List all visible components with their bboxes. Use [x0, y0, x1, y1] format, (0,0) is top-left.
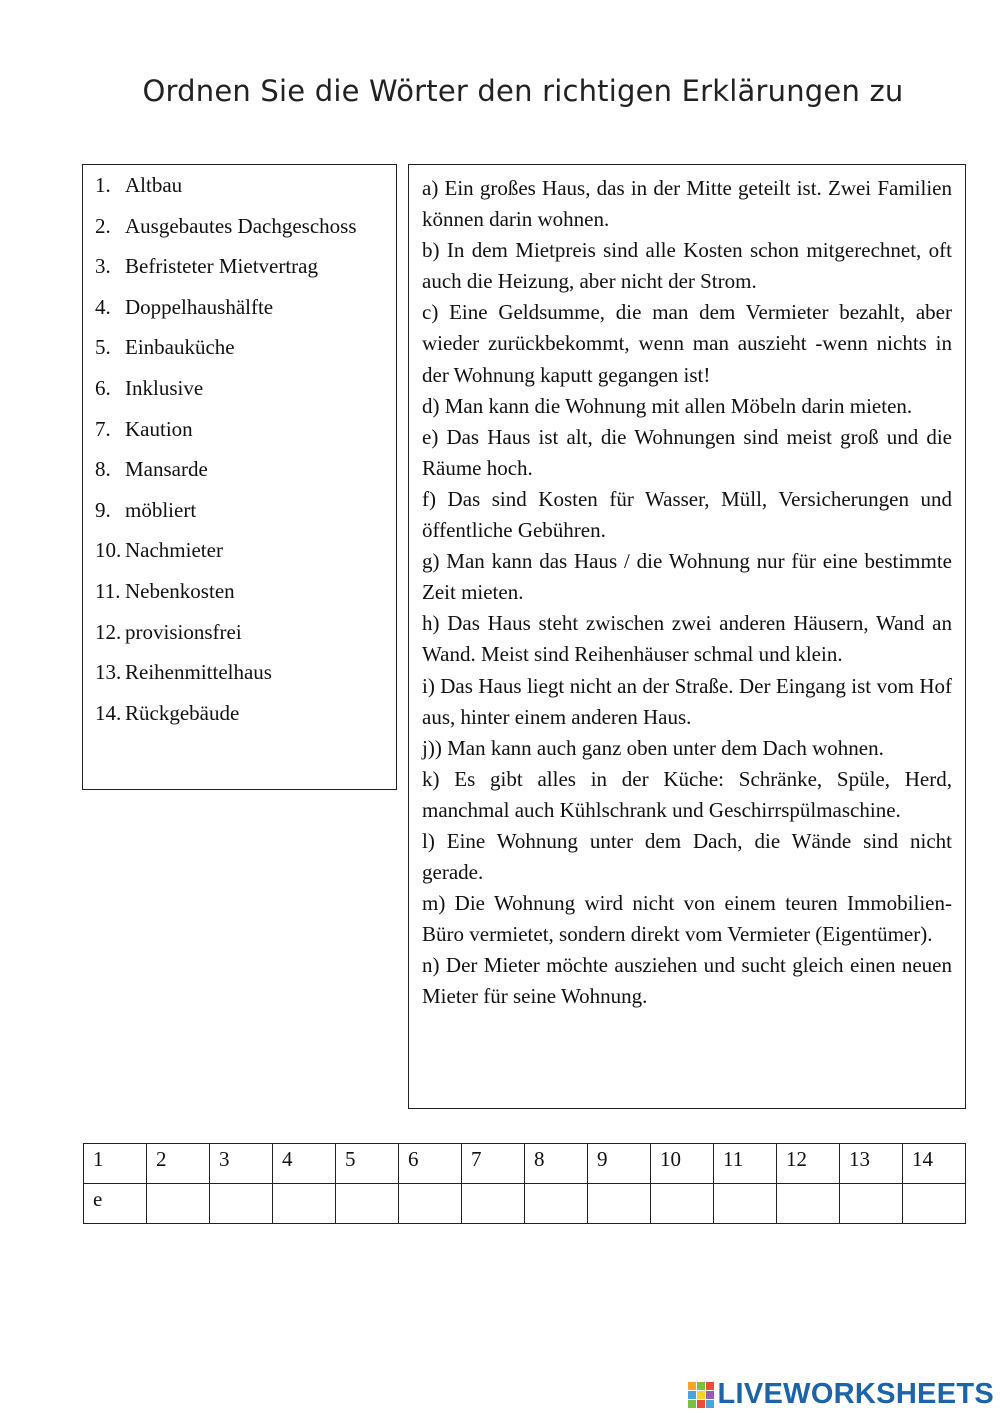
answer-cell-9[interactable] — [588, 1184, 651, 1224]
word-number: 1. — [95, 173, 111, 197]
answer-cell-3[interactable] — [210, 1184, 273, 1224]
word-text: Mansarde — [125, 457, 208, 482]
word-text: Einbauküche — [125, 335, 235, 360]
word-list-box — [82, 164, 397, 790]
brand-name: LIVEWORKSHEETS — [717, 1378, 994, 1410]
word-text: Ausgebautes Dachgeschoss — [125, 213, 357, 238]
page-title: Ordnen Sie die Wörter den richtigen Erklärungen zu — [142, 74, 904, 108]
answer-number-cell: 1 — [84, 1144, 147, 1184]
word-item — [83, 621, 396, 662]
word-item — [83, 215, 396, 256]
word-number: 7. — [95, 416, 111, 441]
answer-number-cell: 11 — [714, 1144, 777, 1184]
word-item — [83, 174, 396, 215]
definition-item: i) Das Haus liegt nicht an der Straße. Der Eingang ist vom Hof aus, hinter einem anderen Haus. — [422, 673, 952, 729]
answer-number-cell: 10 — [651, 1144, 714, 1184]
word-item — [83, 702, 396, 743]
answer-number-cell: 6 — [399, 1144, 462, 1184]
answer-cell-12[interactable] — [777, 1184, 840, 1224]
word-text: Nachmieter — [125, 538, 223, 563]
word-list — [83, 165, 396, 742]
liveworksheets-logo — [688, 1378, 995, 1411]
word-item — [83, 377, 396, 418]
word-number: 10. — [95, 538, 122, 563]
answer-number-cell: 7 — [462, 1144, 525, 1184]
answer-cell-4[interactable] — [273, 1184, 336, 1224]
word-text: Rückgebäude — [125, 700, 240, 725]
word-number: 4. — [95, 294, 111, 319]
answer-cell-11[interactable] — [714, 1184, 777, 1224]
word-text: Inklusive — [125, 375, 204, 400]
definition-item: l) Eine Wohnung unter dem Dach, die Wände sind nicht gerade. — [422, 828, 952, 885]
word-text: möbliert — [125, 497, 197, 522]
word-item — [83, 580, 396, 621]
answer-number-cell: 2 — [147, 1144, 210, 1184]
answer-input-row — [84, 1184, 966, 1224]
answer-cell-14[interactable] — [903, 1184, 966, 1224]
answer-cell-7[interactable] — [462, 1184, 525, 1224]
word-number: 11. — [95, 578, 121, 603]
answer-cell-10[interactable] — [651, 1184, 714, 1224]
definition-item: g) Man kann das Haus / die Wohnung nur für eine bestimmte Zeit mieten. — [422, 549, 952, 605]
answer-cell-2[interactable] — [147, 1184, 210, 1224]
word-item — [83, 336, 396, 377]
definition-item: d) Man kann die Wohnung mit allen Möbeln darin mieten. — [422, 393, 913, 418]
word-number: 5. — [95, 335, 111, 360]
answer-number-cell: 9 — [588, 1144, 651, 1184]
definition-item: k) Es gibt alles in der Küche: Schränke, Spüle, Herd, manchmal auch Kühlschrank und Geschirrspülmaschine. — [422, 766, 952, 822]
answer-number-cell: 8 — [525, 1144, 588, 1184]
word-number: 14. — [95, 700, 122, 725]
word-text: provisionsfrei — [125, 619, 242, 644]
definition-item: m) Die Wohnung wird nicht von einem teuren Immobilien-Büro vermietet, sondern direkt vom Vermieter (Eigentümer). — [422, 891, 952, 947]
answer-cell-6[interactable] — [399, 1184, 462, 1224]
answer-number-cell: 5 — [336, 1144, 399, 1184]
definition-item: c) Eine Geldsumme, die man dem Vermieter bezahlt, aber wieder zurückbekommt, wenn man auszieht -wenn nichts in der Wohnung kaputt gegangen ist! — [422, 300, 952, 387]
liveworksheets-logo-icon — [688, 1382, 714, 1408]
answer-cell-1[interactable]: e — [84, 1184, 147, 1224]
definition-item: e) Das Haus ist alt, die Wohnungen sind meist groß und die Räume hoch. — [422, 424, 952, 480]
word-number: 9. — [95, 497, 111, 522]
answer-number-cell: 3 — [210, 1144, 273, 1184]
definition-item: a) Ein großes Haus, das in der Mitte geteilt ist. Zwei Familien können darin wohnen. — [422, 176, 952, 232]
definition-item: n) Der Mieter möchte ausziehen und sucht gleich einen neuen Mieter für seine Wohnung. — [422, 953, 952, 1009]
word-item — [83, 296, 396, 337]
word-number: 12. — [95, 619, 122, 644]
word-number: 2. — [95, 213, 111, 238]
answer-cell-5[interactable] — [336, 1184, 399, 1224]
answer-number-row — [84, 1144, 966, 1184]
answer-cell-13[interactable] — [840, 1184, 903, 1224]
definitions-box — [408, 164, 966, 1109]
answer-number-cell: 13 — [840, 1144, 903, 1184]
word-number: 3. — [95, 254, 111, 279]
word-item — [83, 499, 396, 540]
word-item — [83, 255, 396, 296]
word-text: Reihenmittelhaus — [125, 660, 272, 685]
word-number: 8. — [95, 457, 111, 482]
answer-cell-8[interactable] — [525, 1184, 588, 1224]
answer-number-cell: 4 — [273, 1144, 336, 1184]
word-item — [83, 539, 396, 580]
word-item — [83, 458, 396, 499]
word-text: Kaution — [125, 416, 193, 441]
definition-item: b) In dem Mietpreis sind alle Kosten schon mitgerechnet, oft auch die Heizung, aber nicht der Strom. — [422, 238, 952, 294]
word-number: 6. — [95, 375, 111, 400]
word-number: 13. — [95, 660, 122, 685]
word-item — [83, 661, 396, 702]
word-text: Befristeter Mietvertrag — [125, 254, 318, 279]
word-item — [83, 418, 396, 459]
word-text: Nebenkosten — [125, 578, 235, 603]
word-text: Altbau — [125, 173, 183, 197]
answer-table — [83, 1143, 966, 1224]
answer-number-cell: 12 — [777, 1144, 840, 1184]
definition-item: j)) Man kann auch ganz oben unter dem Dach wohnen. — [422, 735, 884, 760]
definition-item: h) Das Haus steht zwischen zwei anderen Häusern, Wand an Wand. Meist sind Reihenhäuser schmal und klein. — [422, 611, 952, 667]
answer-number-cell: 14 — [903, 1144, 966, 1184]
definition-item: f) Das sind Kosten für Wasser, Müll, Versicherungen und öffentliche Gebühren. — [422, 486, 952, 543]
word-text: Doppelhaushälfte — [125, 294, 274, 319]
